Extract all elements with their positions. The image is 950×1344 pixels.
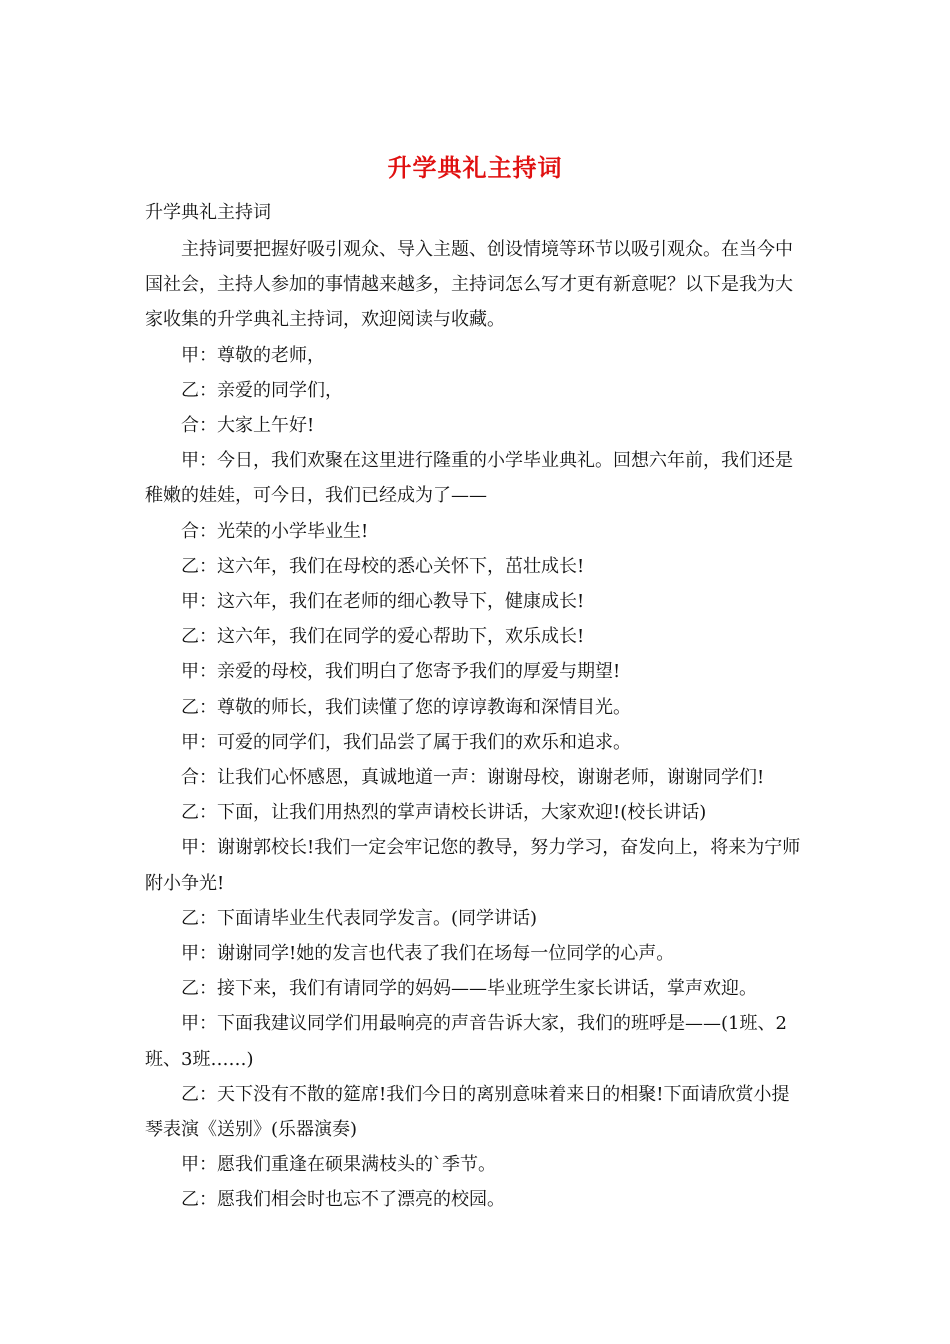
paragraph: 乙：愿我们相会时也忘不了漂亮的校园。 — [181, 1189, 505, 1211]
paragraph: 乙：下面请毕业生代表同学发言。(同学讲话) — [181, 907, 538, 929]
paragraph: 甲：下面我建议同学们用最响亮的声音告诉大家，我们的班呼是——(1班、2班、3班……) — [145, 1013, 787, 1070]
paragraph: 甲：今日，我们欢聚在这里进行隆重的小学毕业典礼。回想六年前，我们还是稚嫩的娃娃，可今日，我们已经成为了—— — [145, 450, 793, 507]
document-title: 升学典礼主持词 — [387, 153, 563, 182]
paragraph: 乙：亲爱的同学们， — [181, 379, 343, 401]
paragraph: 合：大家上午好! — [181, 415, 315, 437]
document-body — [145, 232, 805, 1218]
paragraph: 甲：亲爱的母校，我们明白了您寄予我们的厚爱与期望! — [181, 661, 621, 683]
paragraph: 合：让我们心怀感恩，真诚地道一声：谢谢母校，谢谢老师，谢谢同学们! — [181, 767, 765, 789]
paragraph: 甲：愿我们重逢在硕果满枝头的`季节。 — [181, 1154, 496, 1176]
paragraph: 乙：这六年，我们在母校的悉心关怀下，茁壮成长! — [181, 555, 585, 577]
paragraph: 合：光荣的小学毕业生! — [181, 520, 369, 542]
paragraph: 乙：这六年，我们在同学的爱心帮助下，欢乐成长! — [181, 626, 585, 648]
document-subtitle: 升学典礼主持词 — [145, 202, 271, 223]
paragraph: 甲：可爱的同学们，我们品尝了属于我们的欢乐和追求。 — [181, 731, 631, 753]
paragraph: 甲：这六年，我们在老师的细心教导下，健康成长! — [181, 591, 585, 613]
paragraph: 甲：谢谢郭校长!我们一定会牢记您的教导，努力学习，奋发向上，将来为宁师附小争光! — [145, 837, 801, 894]
paragraph: 乙：天下没有不散的筵席!我们今日的离别意味着来日的相聚!下面请欣赏小提琴表演《送别》(乐器演奏) — [145, 1083, 790, 1141]
paragraph: 甲：谢谢同学!她的发言也代表了我们在场每一位同学的心声。 — [181, 943, 675, 965]
paragraph: 乙：下面，让我们用热烈的掌声请校长讲话，大家欢迎!(校长讲话) — [181, 802, 707, 824]
paragraph: 主持词要把握好吸引观众、导入主题、创设情境等环节以吸引观众。在当今中国社会，主持人参加的事情越来越多，主持词怎么写才更有新意呢？以下是我为大家收集的升学典礼主持词，欢迎阅读与收藏。 — [145, 239, 793, 331]
paragraph: 甲：尊敬的老师， — [181, 344, 325, 366]
paragraph: 乙：接下来，我们有请同学的妈妈——毕业班学生家长讲话，掌声欢迎。 — [181, 978, 757, 1000]
paragraph: 乙：尊敬的师长，我们读懂了您的谆谆教诲和深情目光。 — [181, 696, 631, 718]
